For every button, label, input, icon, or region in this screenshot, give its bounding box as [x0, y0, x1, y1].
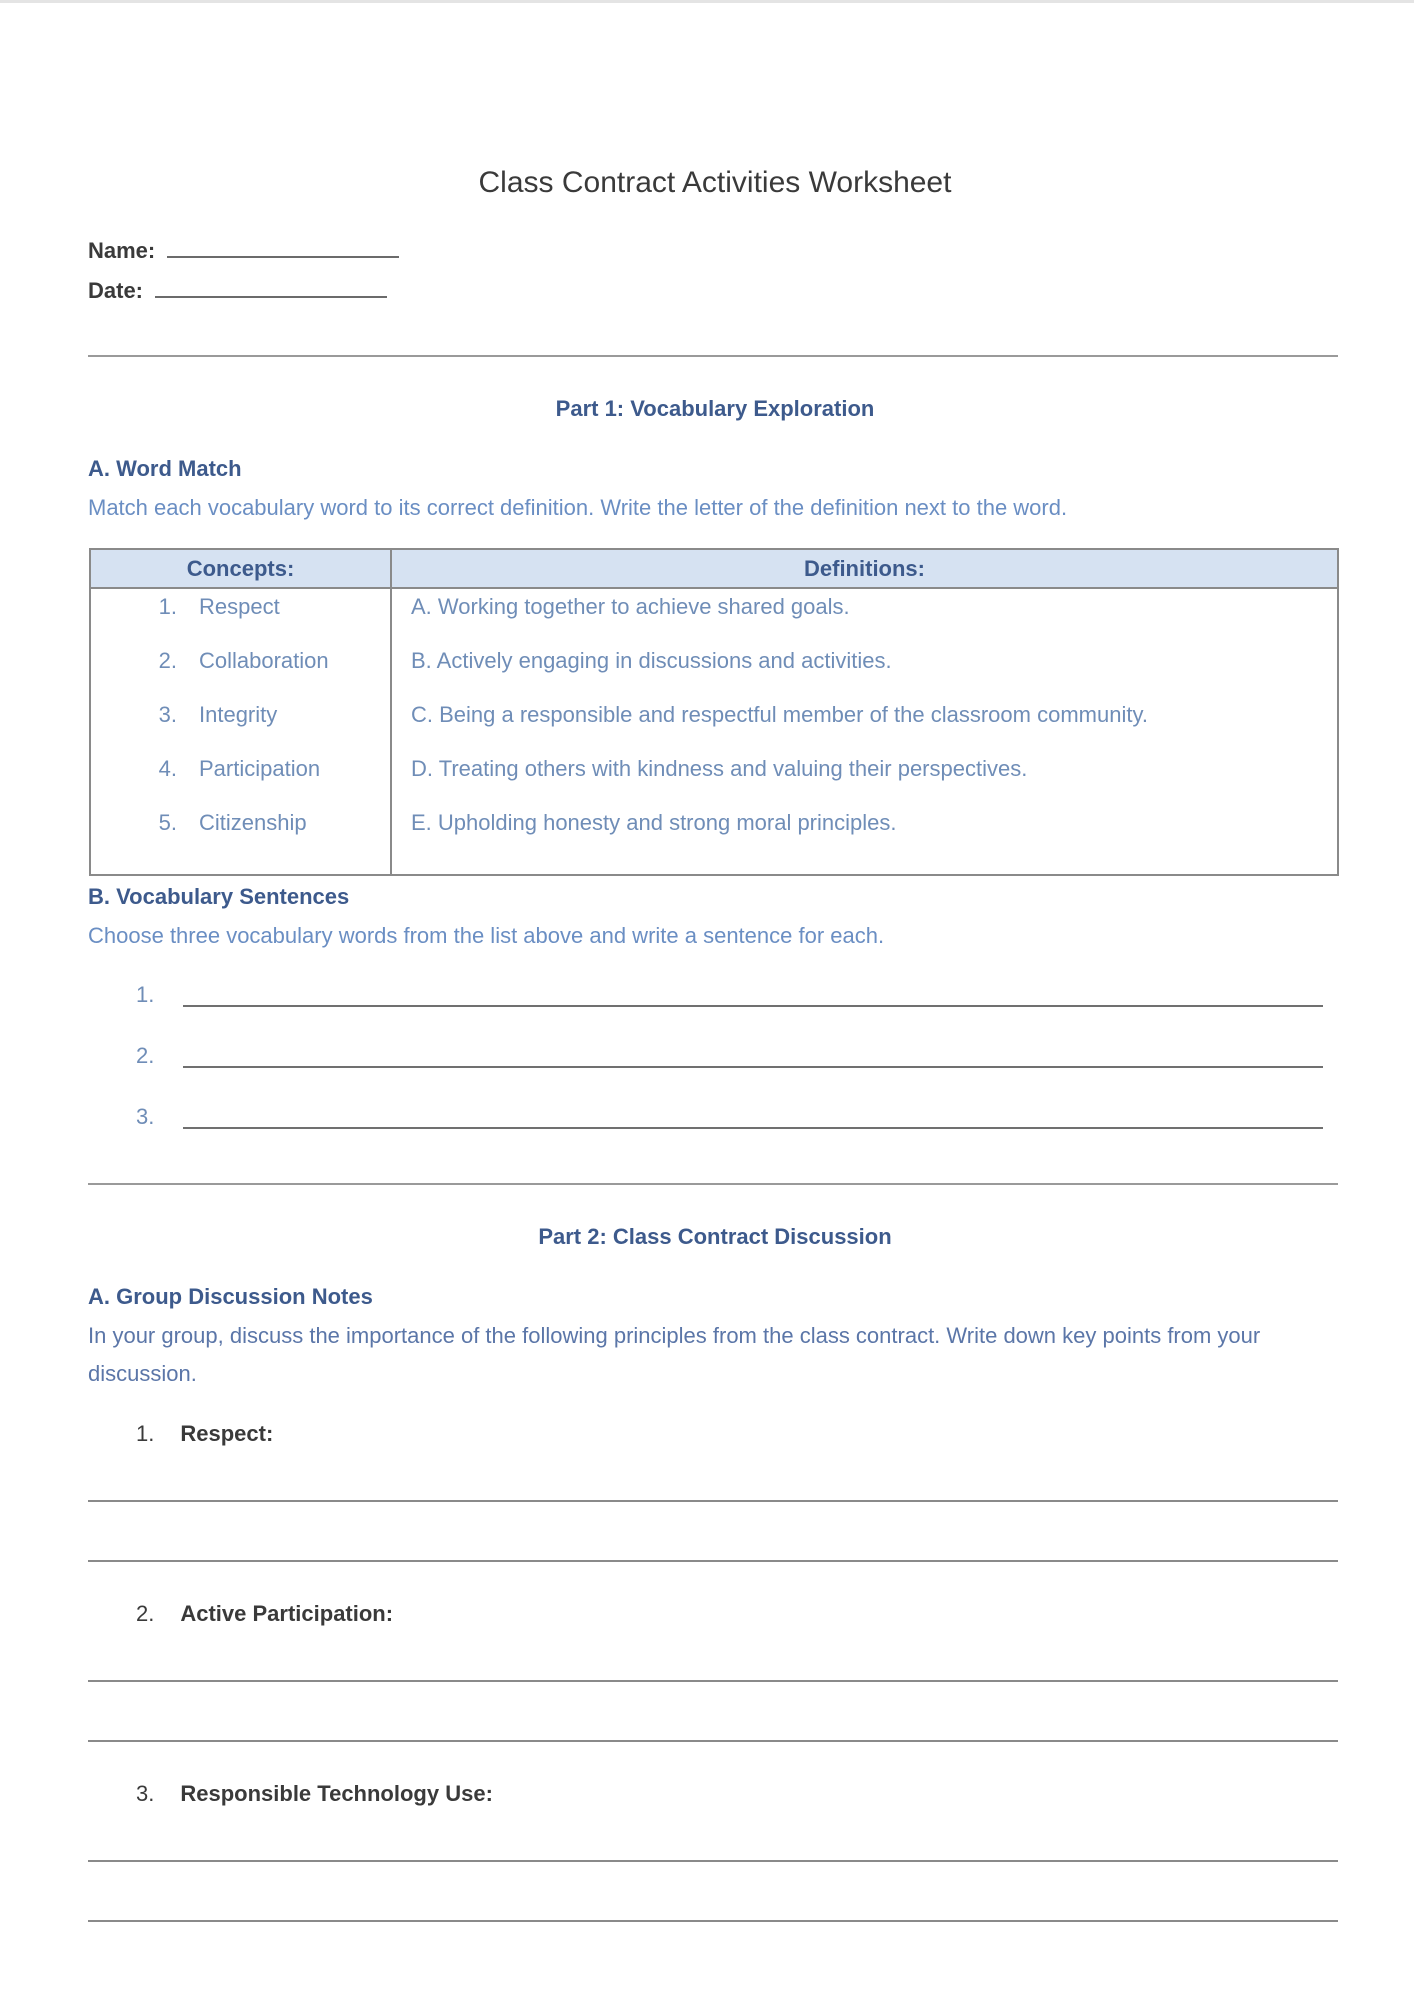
concept-definition: B. Actively engaging in discussions and activities. [411, 648, 892, 673]
part2-title: Part 2: Class Contract Discussion [538, 1224, 892, 1249]
discussion-notes-heading: A. Group Discussion Notes [88, 1284, 373, 1309]
section-divider [88, 1183, 1338, 1185]
row-number: 1. [158, 594, 177, 619]
concepts-header: Concepts: [186, 556, 295, 581]
definitions-header: Definitions: [804, 556, 925, 581]
concept-definition: C. Being a responsible and respectful member of the classroom community. [411, 702, 1148, 727]
row-number: 5. [158, 810, 177, 835]
principle-label: Responsible Technology Use: [180, 1781, 493, 1806]
notes-line[interactable] [88, 1860, 1338, 1862]
name-field[interactable] [88, 236, 399, 264]
name-blank-line[interactable] [167, 236, 399, 258]
vocab-sentences-heading: B. Vocabulary Sentences [88, 884, 350, 909]
principle-label: Respect: [180, 1421, 274, 1446]
row-number: 4. [158, 756, 177, 781]
notes-line[interactable] [88, 1560, 1338, 1562]
concept-term: Citizenship [199, 810, 307, 835]
table-header-row [91, 550, 1337, 589]
sentence-answer-line[interactable] [183, 1127, 1323, 1129]
principle-item [136, 1601, 393, 1627]
row-number: 2. [158, 648, 177, 673]
vocab-sentences-instructions: Choose three vocabulary words from the list above and write a sentence for each. [88, 923, 885, 948]
worksheet-title: Class Contract Activities Worksheet [478, 166, 952, 199]
date-blank-line[interactable] [155, 276, 387, 298]
word-match-instructions: Match each vocabulary word to its correct definition. Write the letter of the definition next to the word. [88, 495, 1068, 520]
notes-line[interactable] [88, 1500, 1338, 1502]
row-number: 3. [158, 702, 177, 727]
notes-line[interactable] [88, 1680, 1338, 1682]
discussion-notes-instructions: In your group, discuss the importance of the following principles from the class contract. Write down key points from your discussion. [88, 1323, 1261, 1386]
notes-line[interactable] [88, 1920, 1338, 1922]
principle-number: 3. [136, 1781, 155, 1806]
vocabulary-table [89, 548, 1339, 876]
name-label: Name: [88, 238, 156, 263]
notes-line[interactable] [88, 1740, 1338, 1742]
date-field[interactable] [88, 276, 387, 304]
principle-item [136, 1781, 493, 1807]
principle-number: 1. [136, 1421, 155, 1446]
principle-item [136, 1421, 273, 1447]
sentence-answer-line[interactable] [183, 1066, 1323, 1068]
concept-definition: A. Working together to achieve shared goals. [411, 594, 850, 619]
concept-term: Integrity [199, 702, 278, 727]
sentence-answer-line[interactable] [183, 1005, 1323, 1007]
part1-title: Part 1: Vocabulary Exploration [555, 396, 875, 421]
concept-definition: E. Upholding honesty and strong moral principles. [411, 810, 897, 835]
sentence-number: 3. [136, 1104, 155, 1129]
concept-term: Respect [199, 594, 280, 619]
section-divider [88, 355, 1338, 357]
table-column-divider [390, 550, 392, 874]
principle-number: 2. [136, 1601, 155, 1626]
concept-term: Participation [199, 756, 321, 781]
concept-definition: D. Treating others with kindness and valuing their perspectives. [411, 756, 1028, 781]
concept-term: Collaboration [199, 648, 329, 673]
page-top-edge [0, 0, 1414, 3]
sentence-number: 2. [136, 1043, 155, 1068]
date-label: Date: [88, 278, 144, 303]
principle-label: Active Participation: [180, 1601, 394, 1626]
sentence-number: 1. [136, 982, 155, 1007]
word-match-heading: A. Word Match [88, 456, 242, 481]
